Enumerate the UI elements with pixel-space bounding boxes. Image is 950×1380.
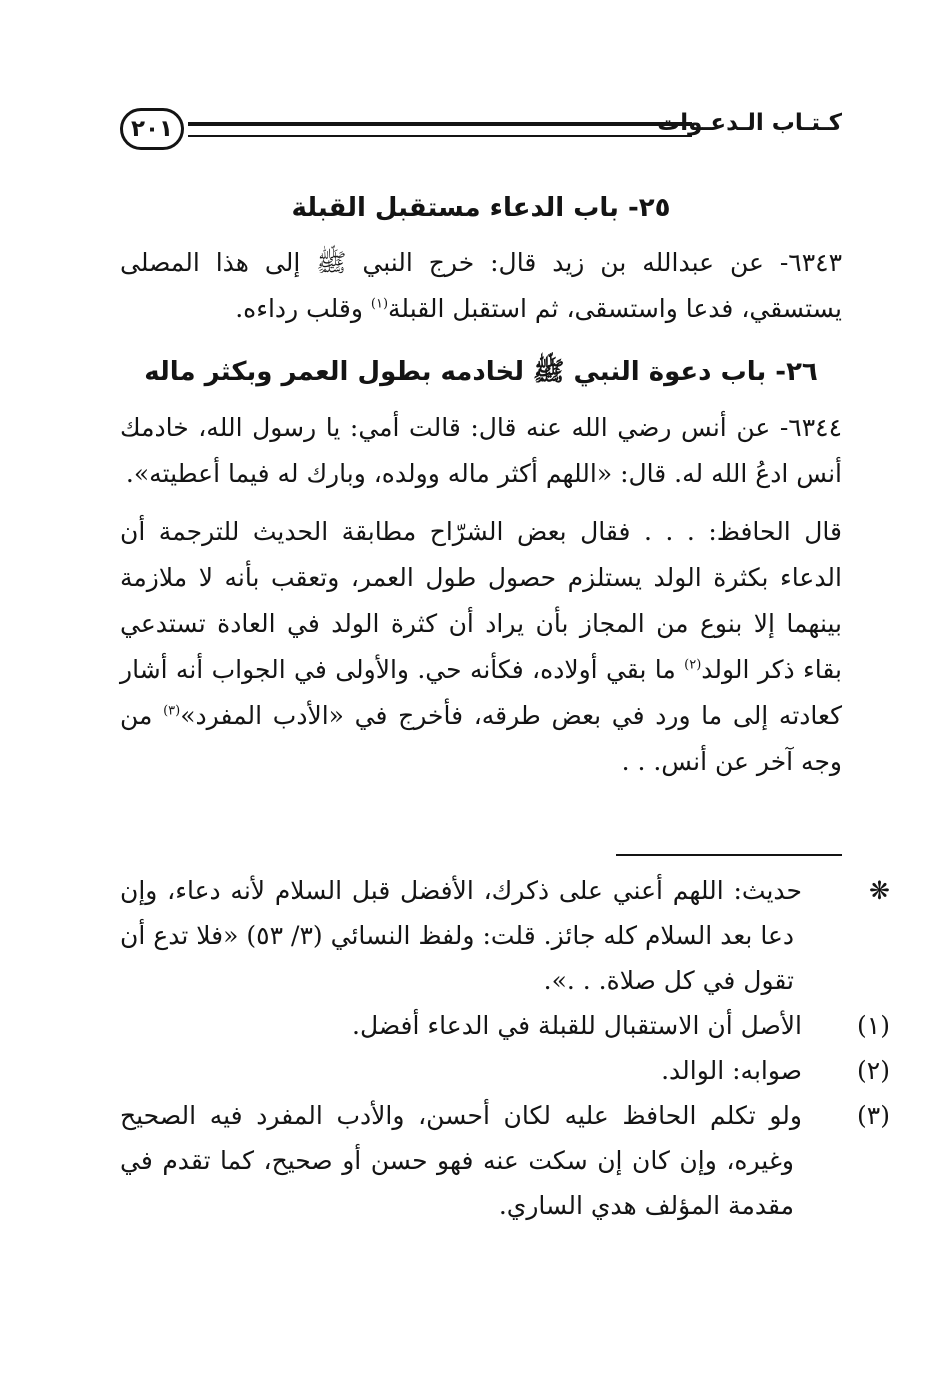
footnote-ref-3: (٣): [163, 703, 181, 719]
footnote-text: الأصل أن الاستقبال للقبلة في الدعاء أفضل.: [352, 1011, 802, 1040]
footnote-ref-1: (١): [370, 297, 389, 313]
footnote-mark: ❋: [869, 876, 890, 905]
footnotes: [120, 868, 890, 1228]
hadith-6343-text: ٦٣٤٣- عن عبدالله بن زيد قال: خرج النبي ﷺ إلى هذا المصلى يستسقي، فدعا واستسقى، ثم استقبل القبلة: [120, 248, 842, 324]
header-rule: [188, 122, 692, 137]
footnote-mark: (٢): [857, 1056, 890, 1085]
footnote-3: [120, 1093, 890, 1228]
commentary-text-2: ما بقي أولاده، فكأنه حي. والأولى في الجواب أنه أشار كعادته إلى ما ورد في بعض طرقه، فأخرج في «الأدب المفرد»: [120, 654, 842, 730]
footnote-mark: (١): [857, 1011, 890, 1040]
hadith-6343-text-end: وقلب رداءه.: [235, 294, 371, 324]
hadith-6343: [120, 240, 842, 332]
main-text: [120, 180, 842, 785]
footnote-text: حديث: اللهم أعني على ذكرك، الأفضل قبل السلام لأنه دعاء، وإن دعا بعد السلام كله جائز. قلت: ولفظ النسائي (٣/ ٥٣) «فلا تدع أن تقول في كل صلاة. . .».: [120, 876, 802, 995]
footnote-text: صوابه: الوالد.: [661, 1056, 802, 1085]
running-header: [118, 108, 842, 158]
section-heading-26: ٢٦- باب دعوة النبي ﷺ لخادمه بطول العمر وبكثر ماله: [144, 357, 818, 388]
commentary-text-1: قال الحافظ: . . . فقال بعض الشرّاح مطابقة الحديث للترجمة أن الدعاء بكثرة الولد يستلزم حصول طول العمر، وتعقب بأنه لا ملازمة بينهما إلا بنوع من المجاز بأن يراد أن كثرة الولد في العادة تستدعي بقاء ذكر الولد: [120, 516, 842, 684]
footnote-ref-2: (٢): [684, 657, 702, 673]
book-title: كـتـاب الـدعـوات: [657, 110, 842, 136]
footnote-star: [120, 868, 890, 1003]
footnote-separator: [616, 854, 842, 856]
footnote-2: [120, 1048, 890, 1093]
footnote-text: ولو تكلم الحافظ عليه لكان أحسن، والأدب المفرد فيه الصحيح وغيره، وإن كان إن سكت عنه فهو حسن أو صحيح، كما تقدم في مقدمة المؤلف هدي الساري.: [120, 1101, 802, 1220]
footnote-mark: (٣): [857, 1101, 890, 1130]
footnote-1: [120, 1003, 890, 1048]
hafiz-commentary: [120, 509, 842, 785]
section-heading-25: ٢٥- باب الدعاء مستقبل القبلة: [291, 193, 671, 223]
page-number: ٢٠١: [120, 108, 184, 150]
hadith-6344: ٦٣٤٤- عن أنس رضي الله عنه قال: قالت أمي: يا رسول الله، خادمك أنس ادعُ الله له. قال: «اللهم أكثر ماله وولده، وبارك له فيما أعطيته».: [120, 412, 842, 488]
commentary-text-3: من وجه آخر عن أنس. . .: [120, 700, 842, 776]
